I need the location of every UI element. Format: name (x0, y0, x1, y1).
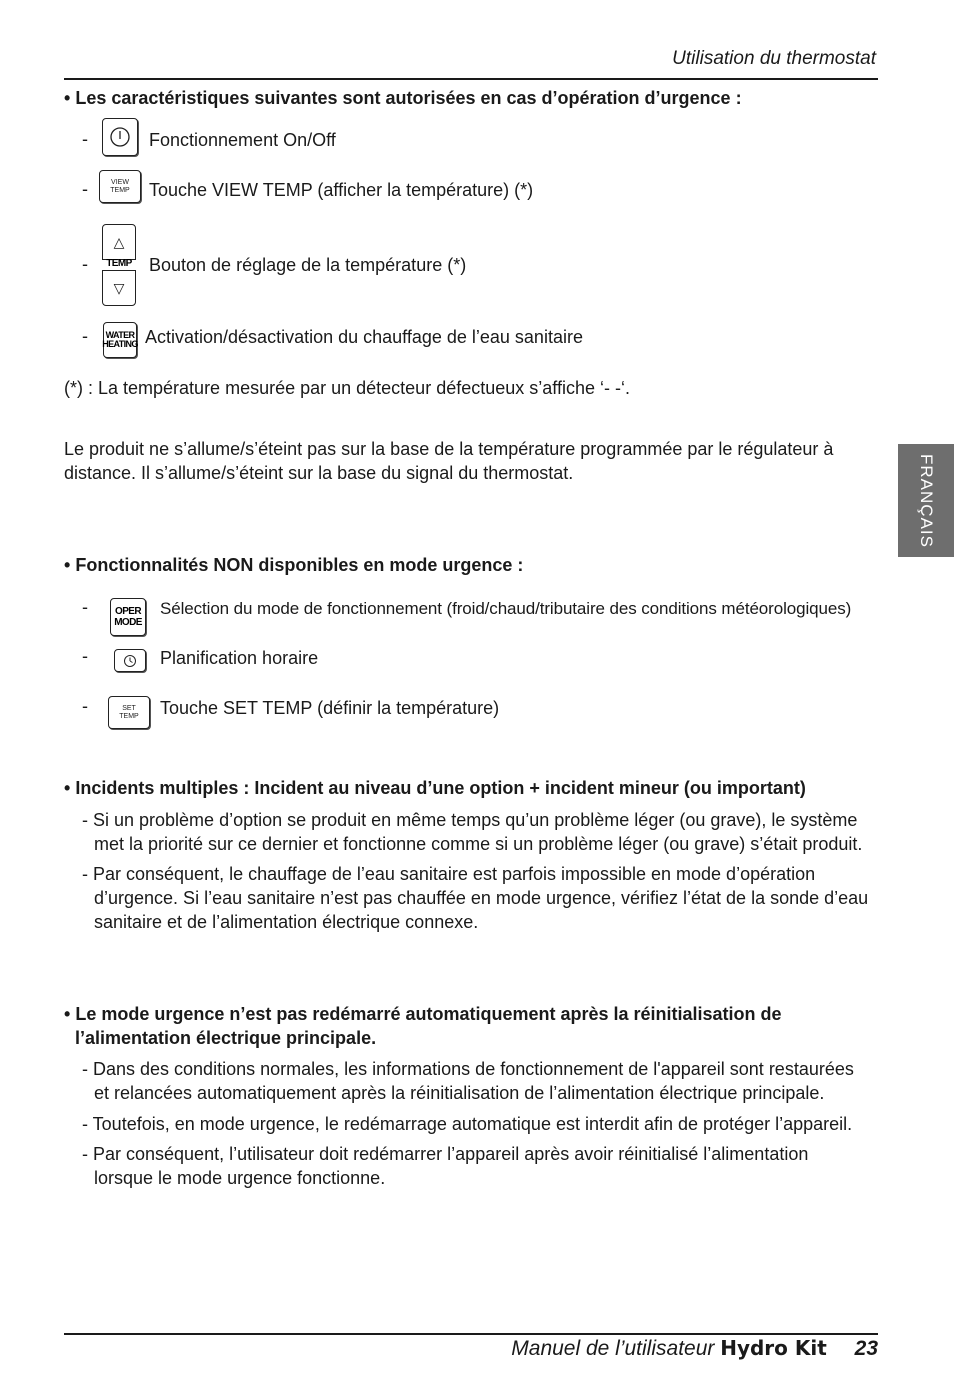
set-temp-button-icon (108, 696, 150, 729)
section4-heading-line2: l’alimentation électrique principale. (75, 1028, 377, 1048)
section1-heading: Les caractéristiques suivantes sont autorisées en cas d’opération d’urgence : (75, 88, 742, 108)
section3-text-line: sanitaire et de l’alimentation électrique connexe. (94, 912, 479, 932)
power-button-icon (102, 118, 138, 156)
oper-mode-icon-text: OPER (115, 606, 141, 617)
temp-adjust-label: Bouton de réglage de la température (*) (149, 255, 467, 275)
bullet-mark: • (64, 88, 71, 108)
section4-text-line: - Dans des conditions normales, les informations de fonctionnement de l'appareil sont restaurées (82, 1059, 854, 1079)
power-icon (109, 126, 131, 148)
water-heating-icon-text: HEATING (102, 339, 138, 349)
language-tab-label: FRANÇAIS (917, 453, 936, 548)
section4-text-line: et relancées automatiquement après la réinitialisation de l’alimentation électrique principale. (94, 1083, 825, 1103)
dash-mark: - (82, 646, 88, 666)
bullet-mark: • (64, 555, 71, 575)
dash-mark: - (82, 179, 88, 199)
section4-heading: Le mode urgence n’est pas redémarré automatiquement après la réinitialisation de (75, 1004, 782, 1024)
view-temp-label: Touche VIEW TEMP (afficher la température) (*) (149, 180, 534, 200)
paragraph-line: distance. Il s’allume/s’éteint sur la base du signal du thermostat. (64, 463, 574, 483)
section4-text-line: - Toutefois, en mode urgence, le redémarrage automatique est interdit afin de protéger l’appareil. (82, 1114, 853, 1134)
oper-mode-label: Sélection du mode de fonctionnement (froid/chaud/tributaire des conditions météorologiques) (160, 599, 852, 618)
oper-mode-button-icon (110, 598, 146, 636)
dash-mark: - (82, 696, 88, 716)
on-off-label: Fonctionnement On/Off (149, 130, 336, 150)
language-tab (898, 444, 954, 557)
clock-icon (123, 654, 137, 668)
dash-mark: - (82, 254, 88, 274)
bullet-mark: • (64, 1004, 71, 1024)
water-heating-label: Activation/désactivation du chauffage de l’eau sanitaire (145, 327, 583, 347)
schedule-button-icon (114, 649, 146, 672)
up-arrow-icon: △ (113, 233, 125, 250)
section3-text-line: met la priorité sur ce dernier et fonctionne comme si un problème léger (ou grave) s’était produit. (94, 834, 863, 854)
section3-text-line: d’urgence. Si l’eau sanitaire n’est pas chauffée en mode urgence, vérifiez l’état de la sonde d’eau (94, 888, 869, 908)
set-temp-icon-text: TEMP (119, 712, 139, 720)
set-temp-icon-text: SET (122, 704, 136, 712)
section3-text-line: - Si un problème d’option se produit en même temps qu’un problème léger (ou grave), le système (82, 810, 858, 830)
temp-down-button-icon (102, 270, 136, 306)
footer-manual-title: Manuel de l’utilisateur (511, 1337, 715, 1360)
dash-mark: - (82, 129, 88, 149)
dash-mark: - (82, 326, 88, 346)
temp-icon-text: TEMP (106, 258, 132, 269)
bullet-mark: • (64, 778, 71, 798)
down-arrow-icon: ▽ (113, 279, 125, 296)
section2-bullet (64, 553, 523, 577)
set-temp-label: Touche SET TEMP (définir la température) (160, 698, 500, 718)
water-heating-icon-text: WATER (105, 330, 135, 340)
page-header-title: Utilisation du thermostat (672, 48, 876, 69)
footer-product-name: Hydro Kit (720, 1336, 827, 1360)
temp-up-button-icon (102, 224, 136, 260)
section3-bullet (64, 776, 806, 800)
section3-heading: Incidents multiples : Incident au niveau d’une option + incident mineur (ou important) (75, 778, 806, 798)
water-heating-button-icon (103, 322, 137, 358)
footnote: (*) : La température mesurée par un détecteur défectueux s’affiche ‘- -‘. (64, 378, 630, 398)
view-temp-icon-text: TEMP (110, 186, 130, 194)
schedule-label: Planification horaire (160, 648, 319, 668)
footer-rule (64, 1333, 878, 1335)
oper-mode-icon-text: MODE (114, 617, 142, 628)
paragraph-line: Le produit ne s’allume/s’éteint pas sur la base de la température programmée par le régulateur à (64, 439, 834, 459)
section2-heading: Fonctionnalités NON disponibles en mode urgence : (75, 555, 524, 575)
page-number: 23 (854, 1337, 878, 1360)
section1-bullet (64, 86, 742, 110)
section4-text-line: - Par conséquent, l’utilisateur doit redémarrer l’appareil après avoir réinitialisé l’alimentation (82, 1144, 809, 1164)
view-temp-button-icon (99, 170, 141, 203)
section4-text-line: lorsque le mode urgence fonctionne. (94, 1168, 386, 1188)
header-rule (64, 78, 878, 80)
section4-bullet (64, 1002, 782, 1026)
view-temp-icon-text: VIEW (111, 178, 129, 186)
section3-text-line: - Par conséquent, le chauffage de l’eau sanitaire est parfois impossible en mode d’opération (82, 864, 816, 884)
dash-mark: - (82, 597, 88, 617)
page-footer (511, 1336, 878, 1361)
